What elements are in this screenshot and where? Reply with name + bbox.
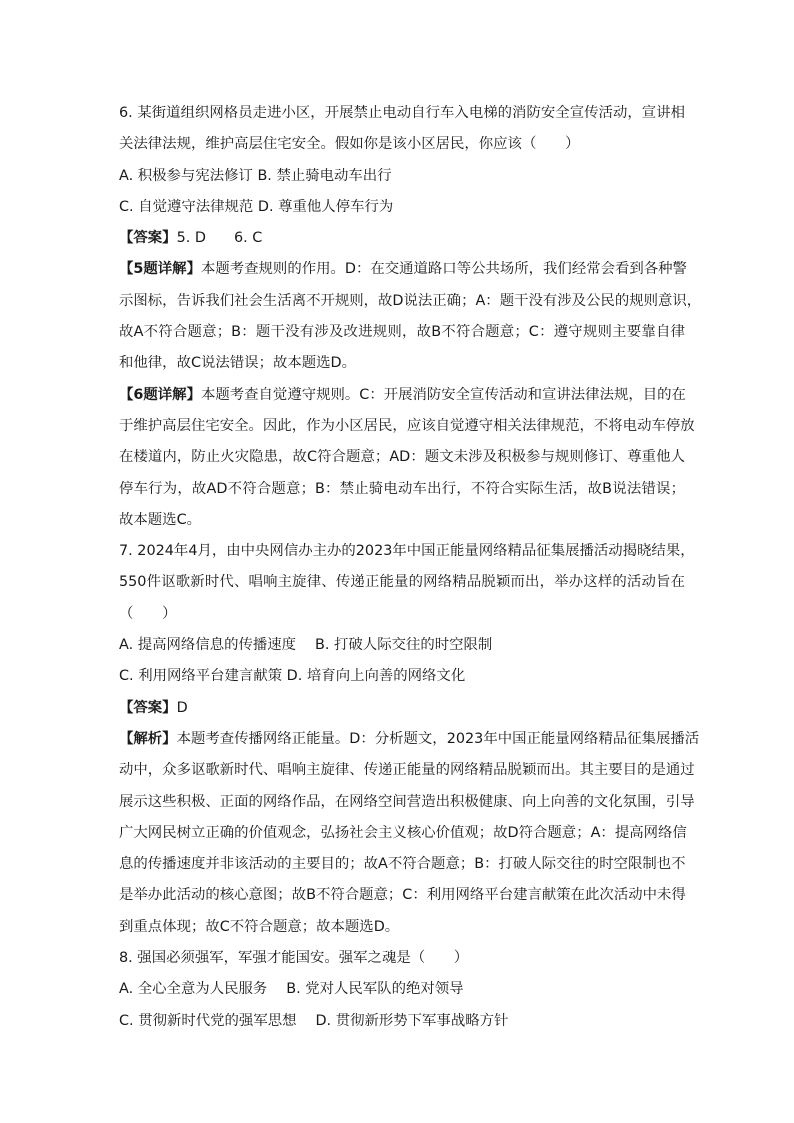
question-7-option-cd: C. 利用网络平台建言献策 D. 培育向上向善的网络文化 [119, 668, 466, 685]
analysis-7-line-4: 广大网民树立正确的价值观念，弘扬社会主义核心价值观；故D符合题意；A：提高网络信 [119, 824, 687, 841]
question-6-option-cd: C. 自觉遵守法律规范 D. 尊重他人停车行为 [119, 198, 394, 215]
analysis-7-line-7: 到重点体现；故C不符合题意；故本题选D。 [119, 918, 400, 935]
answer-5-6 [119, 223, 685, 254]
question-7-stem-line-1: 7. 2024年4月，由中央网信办主办的2023年中国正能量网络精品征集展播活动揭晓结果， [119, 543, 695, 560]
answer-7 [119, 693, 685, 724]
question-6-stem-line-2: 关法律法规，维护高层住宅安全。假如你是该小区居民，你应该（ ） [119, 136, 580, 153]
explain-6-line-2: 于维护高层住宅安全。因此，作为小区居民，应该自觉遵守相关法律规范，不将电动车停放 [119, 417, 695, 434]
question-8-stem: 8. 强国必须强军，军强才能国安。强军之魂是（ ） [119, 950, 469, 967]
question-8-option-ab: A. 全心全意为人民服务 B. 党对人民军队的绝对领导 [119, 981, 464, 998]
analysis-7-line-3: 展示这些积极、正面的网络作品，在网络空间营造出积极健康、向上向善的文化氛围，引导 [119, 793, 695, 810]
answer-6-value: 6. C [233, 230, 263, 247]
question-6-option-ab: A. 积极参与宪法修订 B. 禁止骑电动车出行 [119, 167, 392, 184]
answer-7-label: 【答案】 [119, 699, 177, 716]
explain-6-label: 【6题详解】 [119, 386, 201, 403]
question-7-stem-line-2: 550件讴歌新时代、唱响主旋律、传递正能量的网络精品脱颖而出，举办这样的活动旨在 [119, 574, 685, 591]
explain-6-line-1 [119, 380, 685, 411]
explain-5-label: 【5题详解】 [119, 261, 201, 278]
analysis-7-line-6: 是举办此活动的核心意图；故B不符合题意；C：利用网络平台建言献策在此次活动中未得 [119, 887, 686, 904]
explain-5-text-1: 本题考查规则的作用。D：在交通道路口等公共场所，我们经常会看到各种警 [200, 261, 687, 278]
analysis-7-line-1 [119, 724, 700, 755]
answer-label: 【答案】 [119, 230, 177, 247]
explain-5-line-1 [119, 254, 685, 285]
explain-5-line-4: 和他律，故C说法错误；故本题选D。 [119, 355, 356, 372]
answer-5-value: 5. D [176, 230, 206, 247]
analysis-7-line-2: 动中，众多讴歌新时代、唱响主旋律、传递正能量的网络精品脱颖而出。其主要目的是通过 [119, 762, 695, 779]
explain-5-line-3: 故A不符合题意；B：题干没有涉及改进规则，故B不符合题意；C：遵守规则主要靠自律 [119, 324, 685, 341]
analysis-7-text-1: 本题考查传播网络正能量。D：分析题文，2023年中国正能量网络精品征集展播活 [176, 730, 700, 747]
answer-7-value: D [176, 699, 188, 716]
page-content [119, 98, 702, 1037]
explain-6-line-5: 故本题选C。 [119, 511, 202, 528]
question-6-stem-line-1: 6. 某街道组织网格员走进小区，开展禁止电动自行车入电梯的消防安全宣传活动，宣讲相 [119, 105, 685, 121]
question-8-option-cd: C. 贯彻新时代党的强军思想 D. 贯彻新形势下军事战略方针 [119, 1012, 509, 1029]
analysis-7-line-5: 息的传播速度并非该活动的主要目的；故A不符合题意；B：打破人际交往的时空限制也不 [119, 856, 686, 873]
question-7-option-ab: A. 提高网络信息的传播速度 B. 打破人际交往的时空限制 [119, 637, 493, 654]
explain-6-line-3: 在楼道内，防止火灾隐患，故C符合题意；AD：题文未涉及积极参与规则修订、尊重他人 [119, 449, 685, 466]
explain-6-line-4: 停车行为，故AD不符合题意；B：禁止骑电动车出行，不符合实际生活，故B说法错误； [119, 480, 685, 497]
explain-5-line-2: 示图标，告诉我们社会生活离不开规则，故D说法正确；A：题干没有涉及公民的规则意识， [119, 292, 702, 309]
analysis-7-label: 【解析】 [119, 730, 177, 747]
explain-6-text-1: 本题考查自觉遵守规则。C：开展消防安全宣传活动和宣讲法律法规，目的在 [200, 386, 686, 403]
question-7-stem-line-3: （ ） [119, 605, 177, 622]
